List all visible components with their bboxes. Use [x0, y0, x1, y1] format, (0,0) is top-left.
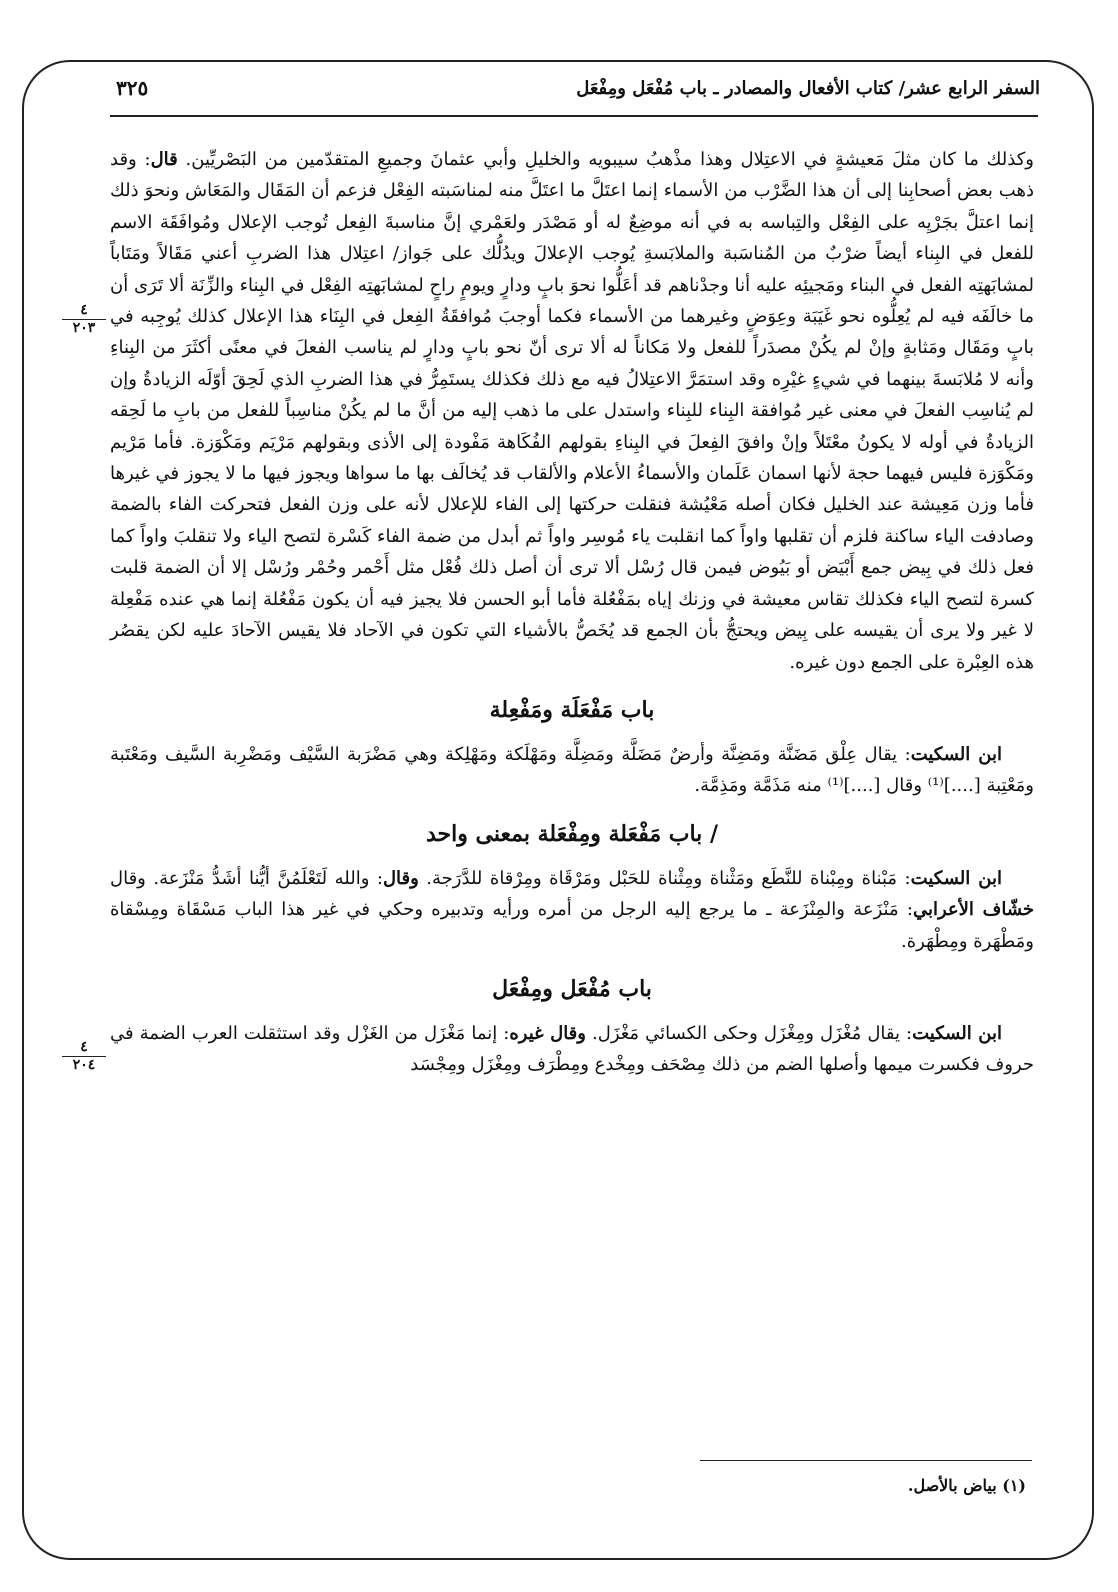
header-rule	[110, 115, 1038, 117]
speaker-name: ابن السكيت	[910, 867, 1002, 889]
text-run: : وقد ذهب بعض أصحابِنا إلى أن هذا الضَّرْب من الأسماء إنما اعتَلَّ ما اعتَلَّ منه لمناسَبته الفِعْل فزعم أن المَقَال والمَعَاش ونحوَ ذلك إنما اعتلَّ بجَرْيِه على الفِعْل والتِباسه به في أنه موضِعٌ له أو مَصْدَر ولعَمْري إنَّ مناسبةَ الفِعل تُوجب الإعلال ومُوافَقَة الاسم للفعل في البِناء أيضاً ضرْبٌ من المُناسَبة والملابَسةِ يُوجب الإعلالَ ويدُلُّك على جَواز/ اعتِلال هذا الضربِ أعني مَقَالاً ومَتَاباً لمشابَهتِه الفعل في البناء ومَجيئِه عليه أنا وجدْناهم قد أعَلُّوا نحوَ بابٍ ودارٍ ويومٍ راحٍ لمشابَهتِه الفِعْل في البِناء والزِّنَة ألا تَرَى أن ما خالَفَه فيه لم يُعِلُّوه نحو غَيَبَة وعِوَضٍ وغيرهما من الأسماء فكما أوجبَ مُوافقَةُ الفِعل في البِنَاء هذا الإعلال كذلك يُوجِبه في بابٍ ومَقَال ومَثابةٍ وإنْ لم يكُنْ مصدَراً للفعل ولا مَكاناً له ألا ترى أنّ نحو بابٍ ودارٍ لم يناسب الفعلَ في معنًى أكثَرَ من البِناءِ وأنه لا مُلابَسةَ بينهما في شيءٍ غيْرِه وقد استمَرَّ الاعتِلالُ فيه مع ذلك فكذلك يستَمِرُّ في هذا الضربِ الذي لَحِقَ أوّلَه الزيادةُ وإن لم يُناسِب الفعلَ في معنى غير مُوافقة البِناء للبِناء واستدل على ما ذهب إليه من أنَّ ما لم يكُنْ مناسِباً للفعل من بابِ ما لَحِقه الزيادةُ في أوله لا يكونُ معْتَلاً وإنْ وافقَ الفِعلَ في البِناءِ بقولهم الفُكَاهة مَفْودة إلى الأذى وبقولهم مَرْيَم ومَكْوَزة. فأما مَرْيم ومَكْوَزة فليس فيهما حجة لأنها اسمان عَلَمان والأسماءُ الأعلام والألقاب قد يُخالَف بها ما سواها ويجوز فيها ما لا يجوز في غيرها فأما وزن مَعِيشة عند الخليل فكان أصله مَعْيُشة فنقلت حركتها إلى الفاء للإعلال لأنه على وزن الفعل فتحركت الفاء بالضمة وصادفت الياء ساكنة فلزم أن تقلبها واواً كما انقلبت ياء مُوسِر واواً ثم أبدل من ضمة الفاء كَسْرة لتصح الياء ولا تنقلبَ واواً كما فعل ذلك في بِيض جمع أَبْيَض أو بَيُوض فيمن قال رُسْل ألا ترى أن أصل ذلك فُعْل مثل أَحْمر وحُمْر ورُسْل إلا أن الضمة قلبت كسرة لتصح الياء فكذلك تقاس معيشة في وزنك إياه بمَفْعُلة فأما أبو الحسن فلا يجيز فيه أن يكون مَفْعُلة إنما هي عنده مَفْعِلة لا غير ولا يرى أن يقيسه على بِيض ويحتجُّ بأن الجمع قد يُخَصُّ بالأشياء التي تكون في الآحاد فلا يقيس الآحادَ عليه لكن يقصُر هذه العِبْرة على الجمع دون غيره.	[110, 149, 1034, 673]
text-run: : مَنْزَعة والمِنْزَعة ـ ما يرجع إليه الرجل من أمره ورأيه وتدبيره وحكي في غير هذا الباب مَسْقَاة ومِسْقاة ومَطْهَرة ومِطْهَرة.	[110, 899, 1034, 952]
keyword-waqal-ghayruh: وقال غيره	[509, 1022, 586, 1044]
paragraph-3	[110, 863, 1034, 957]
footnote-rule	[700, 1460, 1032, 1461]
text-run: : يقال مُغْزَل ومِغْزَل وحكى الكسائي مَغْزَل.	[585, 1022, 913, 1044]
section-heading-1: باب مَفْعَلَة ومَفْعِلة	[489, 696, 655, 723]
page-number: ٣٢٥	[116, 76, 149, 100]
text-run: وكذلك ما كان مثلَ مَعيشةٍ في الاعتِلال وهذا مذْهبُ سيبويه والخليلِ وأبي عثمانَ وجميعِ المتقدّمين من البَصْريِّين.	[177, 149, 1034, 170]
keyword-waqal: وقال	[382, 867, 419, 889]
text-run: : إنما مَغْزَل من الغَزْل وقد استثقلت العرب الضمة في حروف فكسرت ميمها وأصلها الضم من ذلك مِصْحَف ومِخْدع ومِطْرَف ومِغْزَل ومِجْسَد	[110, 1022, 1034, 1076]
main-text	[110, 144, 1034, 1081]
text-run: : والله لَتَعْلَمُنَّ أيُّنا أشَدُّ مَنْزَعة. وقال	[110, 867, 383, 889]
running-header	[96, 70, 1040, 110]
speaker-name: ابن السكيت	[912, 1022, 1002, 1044]
margin-note-204	[62, 1040, 106, 1073]
section-heading-2: / باب مَفْعَلة ومِفْعَلة بمعنى واحد	[425, 820, 718, 847]
margin-note-numerator: ٤	[62, 303, 106, 320]
section-heading-3: باب مُفْعَل ومِفْعَل	[492, 975, 652, 1002]
margin-note-denominator: ٢٠٣	[72, 320, 96, 336]
footnote: (١) بياض بالأصل.	[907, 1476, 1026, 1495]
text-run: : يقال عِلْق مَضَنَّة ومَضِنَّة وأرضٌ مَضَلَّة ومَضِلَّة ومَهْلَكة ومَهْلِكة وهي مَضْرَبة السَّيْف ومَضْرِبة السَّيف ومَعْتَبة ومَعْتِبة [....]⁽¹⁾ وقال [....]⁽¹⁾ منه مَذَمَّة ومَذِمَّة.	[110, 743, 1034, 797]
paragraph-4	[110, 1018, 1034, 1081]
margin-note-numerator: ٤	[62, 1040, 106, 1057]
keyword-qal: قال	[150, 149, 178, 170]
header-title: السفر الرابع عشر/ كتاب الأفعال والمصادر ـ باب مُفْعَل ومِفْعَل	[576, 78, 1040, 99]
text-run: : مَبْناة ومِبْناة للنَّطَع ومَثْناة ومِثْناة للحَبْل ومَرْقَاة ومِرْقاة للدَّرَجة.	[418, 867, 911, 889]
margin-note-203	[62, 303, 106, 336]
paragraph-1	[110, 144, 1034, 678]
speaker-name: خشّاف الأعرابي	[912, 899, 1035, 921]
margin-note-denominator: ٢٠٤	[72, 1057, 96, 1073]
paragraph-2	[110, 739, 1034, 802]
speaker-name: ابن السكيت	[910, 743, 1002, 765]
